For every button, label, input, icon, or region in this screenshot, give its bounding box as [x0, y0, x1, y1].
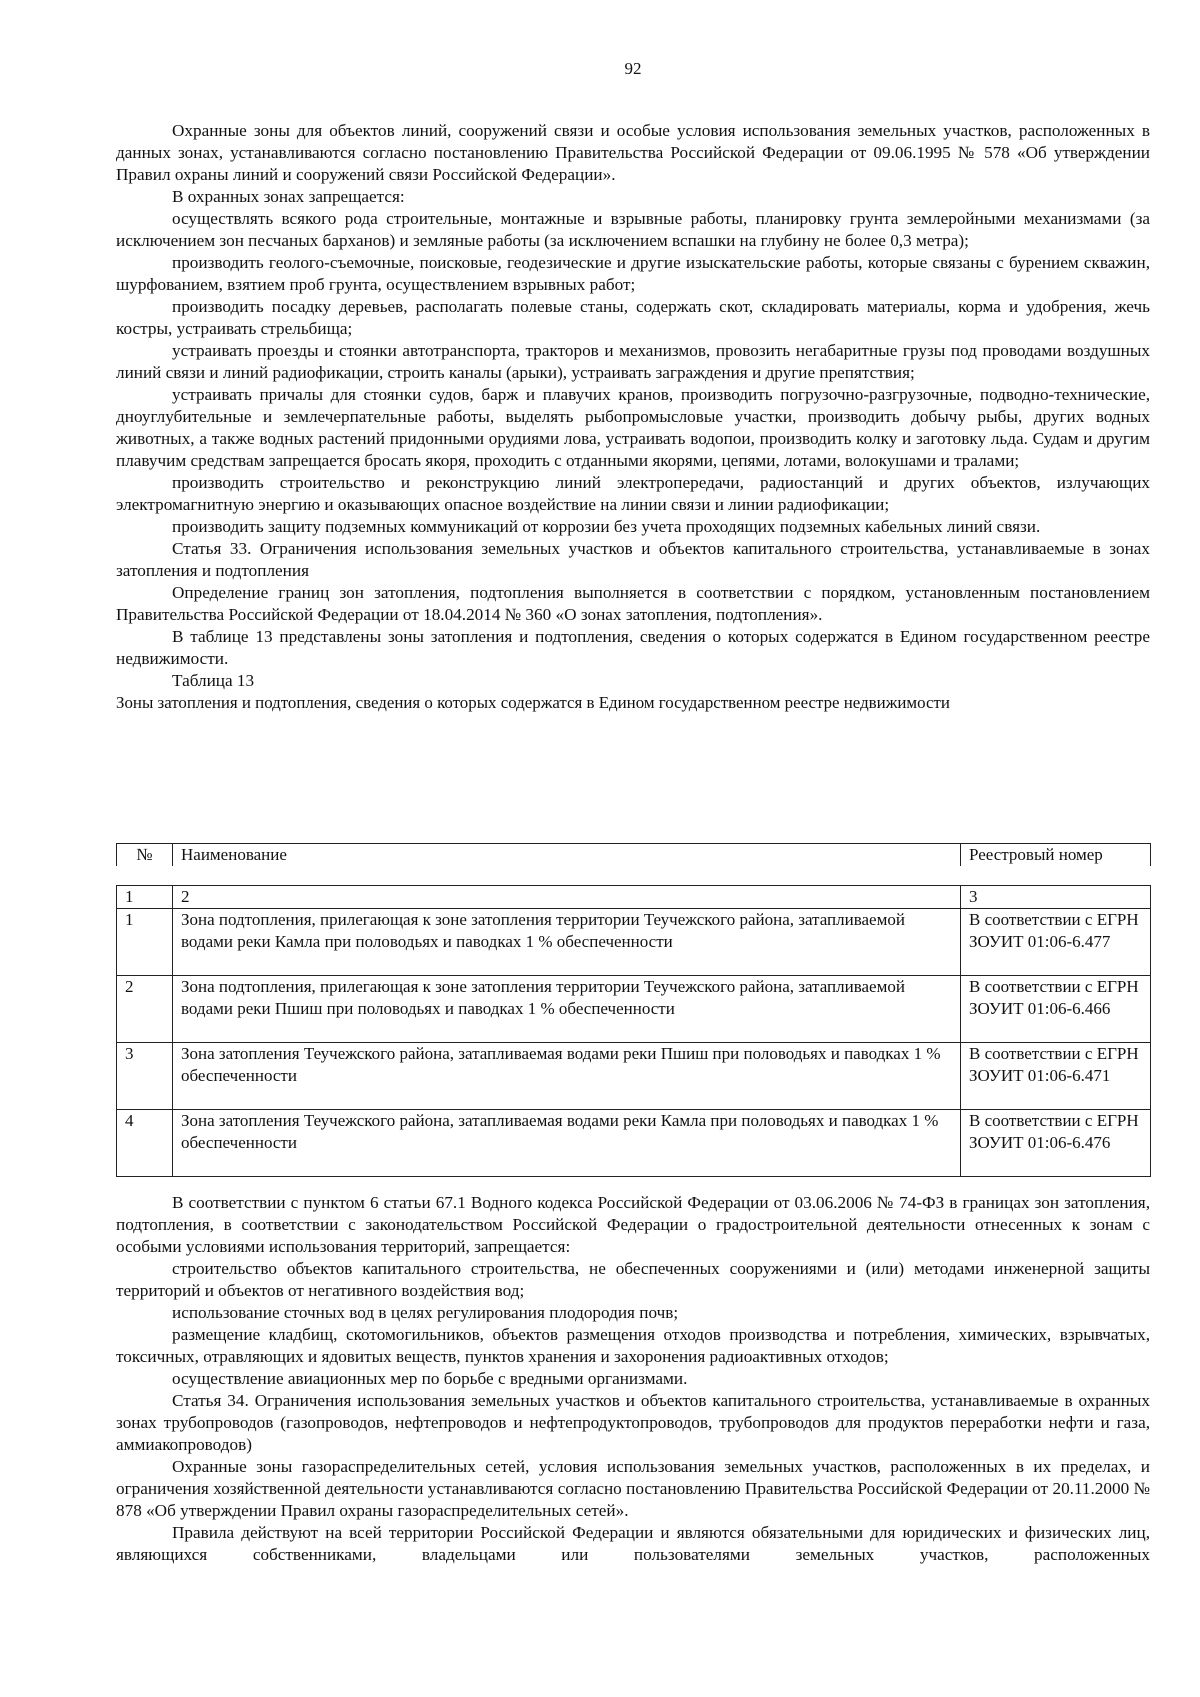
registry-number: В соответствии с ЕГРН ЗОУИТ 01:06-6.477	[961, 909, 1151, 976]
column-number: 3	[961, 886, 1151, 909]
paragraph: осуществление авиационных мер по борьбе с вредными организмами.	[172, 1369, 688, 1388]
article-heading: Статья 34. Ограничения использования земельных участков и объектов капитального строительства, устанавливаемые в охранных зонах трубопроводов (газопроводов, нефтепроводов и нефтепродуктопроводов, трубопроводов для продуктов переработки нефти и газа, аммиакопроводов)	[116, 1391, 1150, 1454]
paragraph: Правила действуют на всей территории Российской Федерации и являются обязательными для юридических и физических лиц, являющихся собственниками, владельцами или пользователями земельных участков, расположенных	[116, 1523, 1150, 1564]
paragraph: строительство объектов капитального строительства, не обеспеченных сооружениями и (или) методами инженерной защиты территорий и объектов от негативного воздействия вод;	[116, 1259, 1150, 1300]
row-number: 4	[117, 1110, 173, 1177]
page-number: 92	[624, 59, 642, 78]
header-number: №	[117, 844, 173, 867]
column-number-row	[117, 886, 1151, 909]
zone-name: Зона затопления Теучежского района, затапливаемая водами реки Пшиш при половодьях и паводках 1 % обеспеченности	[173, 1043, 961, 1110]
paragraph: Определение границ зон затопления, подтопления выполняется в соответствии с порядком, установленным постановлением Правительства Российской Федерации от 18.04.2014 № 360 «О зонах затопления, подтопления».	[116, 583, 1150, 624]
registry-number: В соответствии с ЕГРН ЗОУИТ 01:06-6.476	[961, 1110, 1151, 1177]
paragraph: производить геолого-съемочные, поисковые, геодезические и другие изыскательские работы, которые связаны с бурением скважин, шурфованием, взятием проб грунта, осуществлением взрывных работ;	[116, 253, 1150, 294]
paragraph: осуществлять всякого рода строительные, монтажные и взрывные работы, планировку грунта землеройными механизмами (за исключением зон песчаных барханов) и земляные работы (за исключением вспашки на глубину не более 0,3 метра);	[116, 209, 1150, 250]
row-number: 3	[117, 1043, 173, 1110]
paragraph: В охранных зонах запрещается:	[172, 187, 405, 206]
paragraph: устраивать причалы для стоянки судов, барж и плавучих кранов, производить погрузочно-разгрузочные, подводно-технические, дноуглубительные и землечерпательные работы, выделять рыбопромысловые участки, производить добычу рыбы, других водных животных, а также водных растений придонными орудиями лова, устраивать водопои, производить колку и заготовку льда. Судам и другим плавучим средствам запрещается бросать якоря, проходить с отданными якорями, цепями, лотами, волокушами и тралами;	[116, 385, 1150, 470]
paragraph: размещение кладбищ, скотомогильников, объектов размещения отходов производства и потребления, химических, взрывчатых, токсичных, отравляющих и ядовитых веществ, пунктов хранения и захоронения радиоактивных отходов;	[116, 1325, 1150, 1366]
zones-table	[116, 885, 1151, 1177]
paragraph: производить защиту подземных коммуникаций от коррозии без учета проходящих подземных кабельных линий связи.	[172, 517, 1041, 536]
zone-name: Зона подтопления, прилегающая к зоне затопления территории Теучежского района, затапливаемой водами реки Пшиш при половодьях и паводках 1 % обеспеченности	[173, 976, 961, 1043]
registry-number: В соответствии с ЕГРН ЗОУИТ 01:06-6.471	[961, 1043, 1151, 1110]
header-name: Наименование	[173, 844, 961, 867]
table-row	[117, 976, 1151, 1043]
table-header	[116, 843, 1151, 866]
paragraph: использование сточных вод в целях регулирования плодородия почв;	[172, 1303, 679, 1322]
intro-section	[116, 120, 1150, 714]
table-caption: Таблица 13	[172, 671, 255, 690]
registry-number: В соответствии с ЕГРН ЗОУИТ 01:06-6.466	[961, 976, 1151, 1043]
article-heading: Статья 33. Ограничения использования земельных участков и объектов капитального строительства, устанавливаемые в зонах затопления и подтопления	[116, 539, 1150, 580]
column-number: 2	[173, 886, 961, 909]
table-row	[117, 1043, 1151, 1110]
table-row	[117, 1110, 1151, 1177]
row-number: 2	[117, 976, 173, 1043]
row-number: 1	[117, 909, 173, 976]
paragraph: устраивать проезды и стоянки автотранспорта, тракторов и механизмов, провозить негабаритные грузы под проводами воздушных линий связи и линий радиофикации, строить каналы (арыки), устраивать заграждения и другие препятствия;	[116, 341, 1150, 382]
paragraph: Охранные зоны газораспределительных сетей, условия использования земельных участков, расположенных в их пределах, и ограничения хозяйственной деятельности устанавливаются согласно постановлению Правительства Российской Федерации от 20.11.2000 № 878 «Об утверждении Правил охраны газораспределительных сетей».	[116, 1457, 1150, 1520]
header-registry-number: Реестровый номер	[961, 844, 1151, 867]
paragraph: Охранные зоны для объектов линий, сооружений связи и особые условия использования земельных участков, расположенных в данных зонах, устанавливаются согласно постановлению Правительства Российской Федерации от 09.06.1995 № 578 «Об утверждении Правил охраны линий и сооружений связи Российской Федерации».	[116, 121, 1150, 184]
zone-name: Зона подтопления, прилегающая к зоне затопления территории Теучежского района, затапливаемой водами реки Камла при половодьях и паводках 1 % обеспеченности	[173, 909, 961, 976]
paragraph: В таблице 13 представлены зоны затопления и подтопления, сведения о которых содержатся в Едином государственном реестре недвижимости.	[116, 627, 1150, 668]
table-row	[117, 909, 1151, 976]
after-table-section	[116, 1192, 1150, 1566]
paragraph: производить строительство и реконструкцию линий электропередачи, радиостанций и других объектов, излучающих электромагнитную энергию и оказывающих опасное воздействие на линии связи и линии радиофикации;	[116, 473, 1150, 514]
paragraph: В соответствии с пунктом 6 статьи 67.1 Водного кодекса Российской Федерации от 03.06.2006 № 74-ФЗ в границах зон затопления, подтопления, в соответствии с законодательством Российской Федерации о градостроительной деятельности отнесенных к зонам с особыми условиями использования территорий, запрещается:	[116, 1193, 1150, 1256]
paragraph: производить посадку деревьев, располагать полевые станы, содержать скот, складировать материалы, корма и удобрения, жечь костры, устраивать стрельбища;	[116, 297, 1150, 338]
zone-name: Зона затопления Теучежского района, затапливаемая водами реки Камла при половодьях и паводках 1 % обеспеченности	[173, 1110, 961, 1177]
column-number: 1	[117, 886, 173, 909]
table-title: Зоны затопления и подтопления, сведения о которых содержатся в Едином государственном реестре недвижимости	[116, 693, 950, 712]
